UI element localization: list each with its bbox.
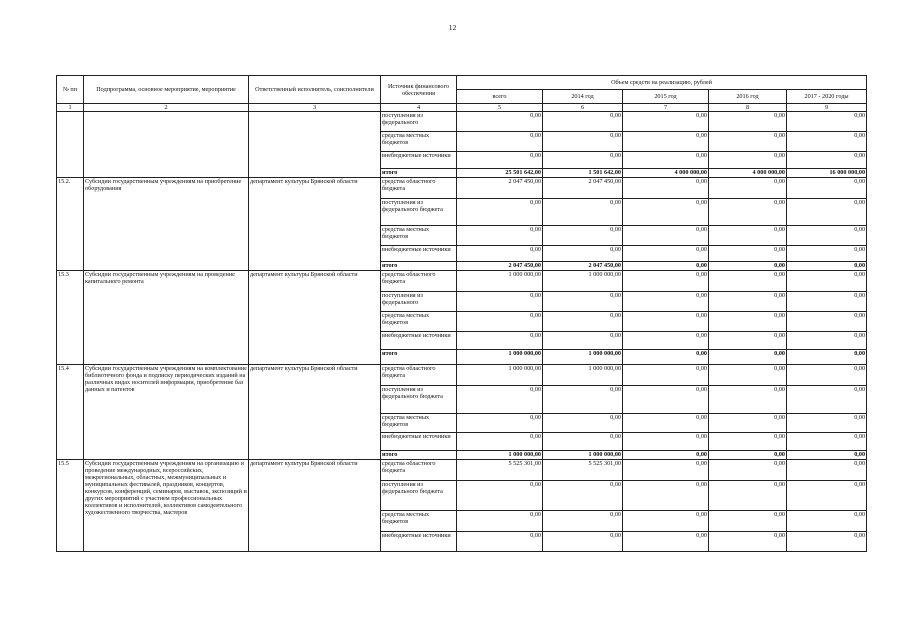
- amount-cell: 1 501 642,00: [543, 169, 623, 178]
- source-cell: средства областного бюджета: [381, 460, 457, 481]
- budget-table: [56, 75, 867, 552]
- amount-cell: 0,00: [709, 350, 787, 365]
- amount-cell: 0,00: [543, 199, 623, 226]
- column-number: 8: [709, 104, 787, 112]
- table-body: [57, 112, 867, 552]
- item-name: Субсидии государственным учреждениям на организацию и проведение международных, всероссийских, межрегиональных, областных, межмуниципальных и муниципальных фестивалей, праздников, концертов, конкурсов, конференций, семинаров, выставок, экспозиций и других мероприятий с участием профессиональных коллективов и исполнителей, коллективов самодеятельного художественного творчества, мастеров: [84, 460, 249, 552]
- amount-cell: 0,00: [709, 332, 787, 350]
- amount-cell: 0,00: [709, 112, 787, 132]
- header-volume: Объем средств на реализацию, рублей: [457, 76, 867, 90]
- amount-cell: 0,00: [709, 178, 787, 199]
- amount-cell: 0,00: [787, 365, 867, 386]
- amount-cell: 0,00: [543, 292, 623, 312]
- amount-cell: 0,00: [623, 178, 709, 199]
- amount-cell: 0,00: [787, 226, 867, 246]
- table-row: [57, 112, 867, 132]
- amount-cell: 0,00: [623, 199, 709, 226]
- column-number: 5: [457, 104, 543, 112]
- source-cell: поступления из федерального: [381, 292, 457, 312]
- amount-cell: 0,00: [623, 460, 709, 481]
- column-number: 2: [84, 104, 249, 112]
- amount-cell: 0,00: [709, 312, 787, 332]
- item-executor: департамент культуры Брянской области: [249, 271, 381, 365]
- source-cell: средства местных бюджетов: [381, 511, 457, 532]
- amount-cell: 0,00: [709, 199, 787, 226]
- source-cell: поступления из федерального: [381, 112, 457, 132]
- source-cell: средства областного бюджета: [381, 178, 457, 199]
- amount-cell: 1 000 000,00: [543, 271, 623, 292]
- amount-cell: 0,00: [709, 152, 787, 169]
- amount-cell: 5 525 301,00: [543, 460, 623, 481]
- amount-cell: 0,00: [623, 481, 709, 511]
- amount-cell: 1 000 000,00: [457, 271, 543, 292]
- item-number: 15.5: [57, 460, 84, 552]
- source-cell: итого: [381, 262, 457, 271]
- amount-cell: 0,00: [709, 246, 787, 262]
- amount-cell: 0,00: [623, 246, 709, 262]
- amount-cell: 0,00: [543, 246, 623, 262]
- amount-cell: 0,00: [709, 460, 787, 481]
- source-cell: средства местных бюджетов: [381, 132, 457, 152]
- header-num: № пп: [57, 76, 84, 104]
- amount-cell: 1 000 000,00: [543, 451, 623, 460]
- column-number: 1: [57, 104, 84, 112]
- amount-cell: 0,00: [457, 332, 543, 350]
- source-cell: средства местных бюджетов: [381, 312, 457, 332]
- amount-cell: 0,00: [623, 112, 709, 132]
- amount-cell: 0,00: [623, 532, 709, 552]
- amount-cell: 0,00: [709, 532, 787, 552]
- amount-cell: 0,00: [709, 271, 787, 292]
- source-cell: внебюджетные источники: [381, 433, 457, 451]
- amount-cell: 0,00: [543, 511, 623, 532]
- amount-cell: 0,00: [457, 386, 543, 414]
- amount-cell: 0,00: [457, 246, 543, 262]
- item-executor: департамент культуры Брянской области: [249, 178, 381, 271]
- table-row: [57, 365, 867, 386]
- item-name: Субсидии государственным учреждениям на проведение капитального ремонта: [84, 271, 249, 365]
- item-number: 15.2.: [57, 178, 84, 271]
- amount-cell: 0,00: [787, 178, 867, 199]
- amount-cell: 4 000 000,00: [623, 169, 709, 178]
- amount-cell: 0,00: [787, 414, 867, 433]
- amount-cell: 0,00: [457, 292, 543, 312]
- amount-cell: 0,00: [457, 152, 543, 169]
- source-cell: поступления из федерального бюджета: [381, 199, 457, 226]
- amount-cell: 0,00: [787, 312, 867, 332]
- item-executor: департамент культуры Брянской области: [249, 460, 381, 552]
- amount-cell: 0,00: [787, 451, 867, 460]
- source-cell: итого: [381, 169, 457, 178]
- source-cell: средства местных бюджетов: [381, 226, 457, 246]
- amount-cell: 0,00: [543, 332, 623, 350]
- amount-cell: 0,00: [457, 199, 543, 226]
- amount-cell: 0,00: [787, 511, 867, 532]
- amount-cell: 0,00: [543, 132, 623, 152]
- source-cell: средства местных бюджетов: [381, 414, 457, 433]
- amount-cell: 0,00: [709, 132, 787, 152]
- source-cell: итого: [381, 451, 457, 460]
- source-cell: поступления из федерального бюджета: [381, 386, 457, 414]
- amount-cell: 25 501 642,00: [457, 169, 543, 178]
- continued-num-cell: [57, 112, 84, 178]
- column-number: 3: [249, 104, 381, 112]
- table-row: [57, 271, 867, 292]
- amount-cell: 0,00: [623, 132, 709, 152]
- header-2017-2020: 2017 - 2020 годы: [787, 90, 867, 104]
- amount-cell: 0,00: [543, 312, 623, 332]
- amount-cell: 0,00: [787, 271, 867, 292]
- amount-cell: 0,00: [543, 532, 623, 552]
- amount-cell: 0,00: [623, 292, 709, 312]
- amount-cell: 0,00: [787, 262, 867, 271]
- amount-cell: 0,00: [623, 312, 709, 332]
- page-number: 12: [448, 23, 457, 32]
- amount-cell: 0,00: [457, 112, 543, 132]
- amount-cell: 0,00: [623, 271, 709, 292]
- amount-cell: 0,00: [709, 226, 787, 246]
- amount-cell: 0,00: [709, 292, 787, 312]
- header-name: Подпрограмма, основное мероприятие, мероприятие: [84, 76, 249, 104]
- source-cell: средства областного бюджета: [381, 271, 457, 292]
- amount-cell: 0,00: [623, 414, 709, 433]
- amount-cell: 0,00: [709, 511, 787, 532]
- amount-cell: 0,00: [543, 152, 623, 169]
- amount-cell: 0,00: [457, 312, 543, 332]
- source-cell: внебюджетные источники: [381, 332, 457, 350]
- amount-cell: 1 000 000,00: [543, 350, 623, 365]
- amount-cell: 0,00: [709, 262, 787, 271]
- amount-cell: 0,00: [457, 226, 543, 246]
- header-executor: Ответственный исполнитель, соисполнители: [249, 76, 381, 104]
- header-total: всего: [457, 90, 543, 104]
- amount-cell: 0,00: [787, 386, 867, 414]
- amount-cell: 0,00: [787, 152, 867, 169]
- amount-cell: 0,00: [543, 481, 623, 511]
- continued-executor-cell: [249, 112, 381, 178]
- source-cell: итого: [381, 350, 457, 365]
- amount-cell: 2 047 450,00: [543, 262, 623, 271]
- amount-cell: 0,00: [543, 414, 623, 433]
- amount-cell: 0,00: [543, 386, 623, 414]
- amount-cell: 0,00: [543, 433, 623, 451]
- amount-cell: 0,00: [709, 386, 787, 414]
- header-source: Источник финансового обеспечения: [381, 76, 457, 104]
- amount-cell: 0,00: [623, 262, 709, 271]
- amount-cell: 0,00: [787, 332, 867, 350]
- amount-cell: 0,00: [623, 226, 709, 246]
- table-row: [57, 178, 867, 199]
- column-numbers-row: [57, 104, 867, 112]
- amount-cell: 0,00: [457, 414, 543, 433]
- header-2014: 2014 год: [543, 90, 623, 104]
- amount-cell: 5 525 301,00: [457, 460, 543, 481]
- amount-cell: 0,00: [457, 132, 543, 152]
- item-name: Субсидии государственным учреждениям на приобретение оборудования: [84, 178, 249, 271]
- table-row: [57, 460, 867, 481]
- amount-cell: 1 000 000,00: [457, 350, 543, 365]
- amount-cell: 0,00: [709, 481, 787, 511]
- amount-cell: 1 000 000,00: [457, 451, 543, 460]
- amount-cell: 16 000 000,00: [787, 169, 867, 178]
- amount-cell: 0,00: [623, 350, 709, 365]
- amount-cell: 0,00: [543, 226, 623, 246]
- item-executor: департамент культуры Брянской области: [249, 365, 381, 460]
- amount-cell: 1 000 000,00: [543, 365, 623, 386]
- amount-cell: 2 047 450,00: [457, 262, 543, 271]
- header-2015: 2015 год: [623, 90, 709, 104]
- amount-cell: 0,00: [457, 532, 543, 552]
- item-number: 15.3: [57, 271, 84, 365]
- amount-cell: 0,00: [709, 433, 787, 451]
- amount-cell: 0,00: [623, 511, 709, 532]
- amount-cell: 0,00: [787, 292, 867, 312]
- amount-cell: 0,00: [623, 386, 709, 414]
- amount-cell: 0,00: [457, 511, 543, 532]
- column-number: 9: [787, 104, 867, 112]
- amount-cell: 0,00: [623, 433, 709, 451]
- amount-cell: 2 047 450,00: [543, 178, 623, 199]
- amount-cell: 0,00: [787, 350, 867, 365]
- source-cell: поступления из федерального бюджета: [381, 481, 457, 511]
- amount-cell: 0,00: [787, 112, 867, 132]
- amount-cell: 0,00: [787, 132, 867, 152]
- amount-cell: 0,00: [787, 460, 867, 481]
- amount-cell: 2 047 450,00: [457, 178, 543, 199]
- amount-cell: 0,00: [787, 433, 867, 451]
- amount-cell: 0,00: [787, 481, 867, 511]
- item-name: Субсидии государственным учреждениям на комплектование библиотечного фонда и подписку периодических изданий на различных видах носителей информации, приобретение баз данных и патентов: [84, 365, 249, 460]
- column-number: 7: [623, 104, 709, 112]
- amount-cell: 0,00: [787, 246, 867, 262]
- amount-cell: 0,00: [623, 365, 709, 386]
- amount-cell: 0,00: [543, 112, 623, 132]
- item-number: 15.4: [57, 365, 84, 460]
- source-cell: средства областного бюджета: [381, 365, 457, 386]
- amount-cell: 0,00: [623, 451, 709, 460]
- header-2016: 2016 год: [709, 90, 787, 104]
- source-cell: внебюджетные источники: [381, 532, 457, 552]
- source-cell: внебюджетные источники: [381, 246, 457, 262]
- continued-name-cell: [84, 112, 249, 178]
- amount-cell: 1 000 000,00: [457, 365, 543, 386]
- source-cell: внебюджетные источники: [381, 152, 457, 169]
- amount-cell: 0,00: [457, 433, 543, 451]
- amount-cell: 0,00: [457, 481, 543, 511]
- amount-cell: 0,00: [623, 152, 709, 169]
- amount-cell: 0,00: [787, 199, 867, 226]
- amount-cell: 0,00: [709, 451, 787, 460]
- column-number: 6: [543, 104, 623, 112]
- amount-cell: 4 000 000,00: [709, 169, 787, 178]
- amount-cell: 0,00: [787, 532, 867, 552]
- amount-cell: 0,00: [709, 365, 787, 386]
- amount-cell: 0,00: [623, 332, 709, 350]
- amount-cell: 0,00: [709, 414, 787, 433]
- column-number: 4: [381, 104, 457, 112]
